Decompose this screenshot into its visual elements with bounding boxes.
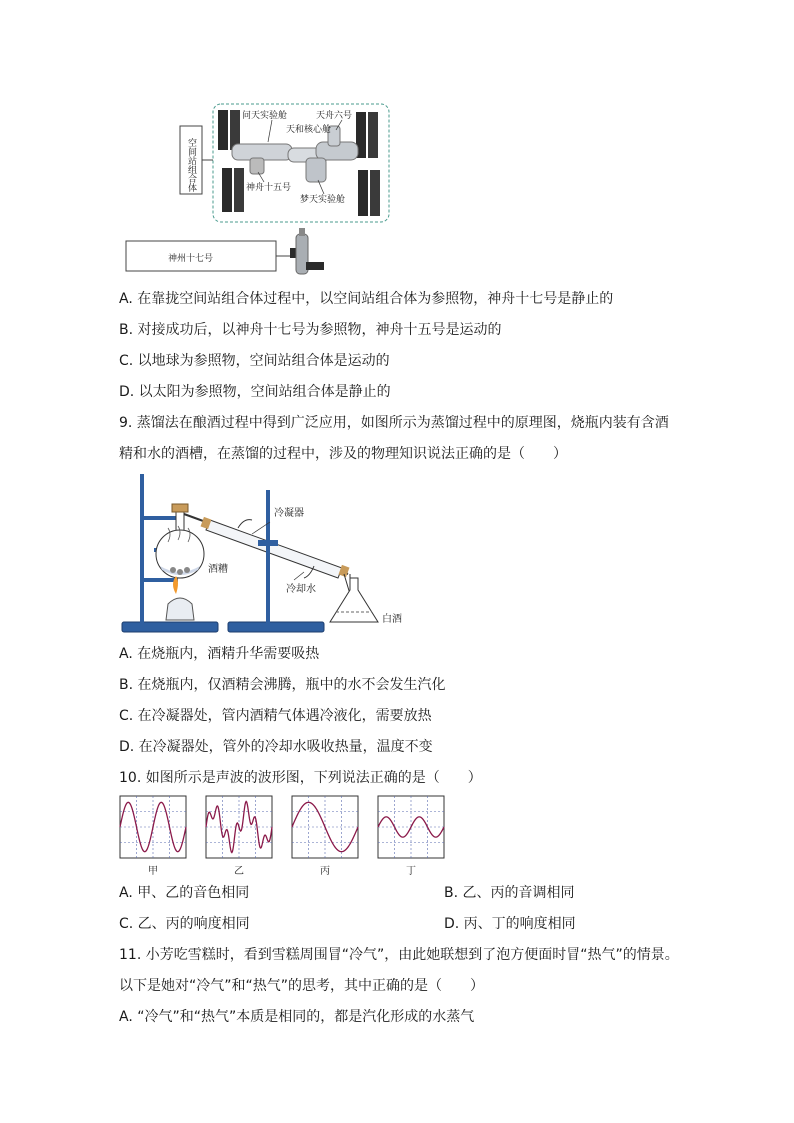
label-tianhe: 天和核心舱 bbox=[286, 125, 332, 135]
shenzhou17-craft bbox=[290, 228, 324, 274]
q11-stem-line2: 以下是她对“冷气”和“热气”的思考，其中正确的是（ ） bbox=[119, 978, 485, 994]
label-mengtian: 梦天实验舱 bbox=[300, 195, 346, 205]
q11-stem-line1: 11. 小芳吃雪糕时，看到雪糕周围冒“冷气”，由此她联想到了泡方便面时冒“热气”的情景。 bbox=[119, 947, 679, 963]
combined-label: 空间站组合体 bbox=[186, 138, 196, 192]
q8-option-d: D. 以太阳为参照物，空间站组合体是静止的 bbox=[119, 384, 391, 400]
label-sz17: 神州十七号 bbox=[168, 254, 214, 264]
q9-stem-line2: 精和水的酒槽，在蒸馏的过程中，涉及的物理知识说法正确的是（ ） bbox=[119, 446, 567, 462]
waveform-label: 丙 bbox=[320, 866, 330, 877]
q9-option-c: C. 在冷凝器处，管内酒精气体遇冷液化，需要放热 bbox=[119, 708, 432, 724]
label-wentian: 问天实验舱 bbox=[242, 111, 288, 121]
waveform-panel bbox=[378, 796, 444, 877]
waveform-label: 丁 bbox=[406, 866, 416, 877]
q10-option-d: D. 丙、丁的响度相同 bbox=[444, 916, 576, 932]
label-liquor: 白酒 bbox=[382, 614, 402, 625]
label-tianzhou: 天舟六号 bbox=[316, 111, 353, 121]
waveform-panel bbox=[120, 796, 186, 877]
waveform-label: 甲 bbox=[148, 866, 158, 877]
q9-stem-line1: 9. 蒸馏法在酿酒过程中得到广泛应用，如图所示为蒸馏过程中的原理图，烧瓶内装有含酒 bbox=[119, 415, 669, 431]
waveform-label: 乙 bbox=[234, 866, 244, 877]
q9-option-d: D. 在冷凝器处，管外的冷却水吸收热量，温度不变 bbox=[119, 739, 433, 755]
waveform-panel bbox=[206, 796, 272, 877]
q8-option-b: B. 对接成功后，以神舟十七号为参照物，神舟十五号是运动的 bbox=[119, 322, 502, 338]
label-sz15: 神舟十五号 bbox=[246, 183, 292, 193]
q10-stem: 10. 如图所示是声波的波形图，下列说法正确的是（ ） bbox=[119, 770, 482, 786]
label-condenser: 冷凝器 bbox=[274, 508, 304, 519]
q9-option-b: B. 在烧瓶内，仅酒精会沸腾，瓶中的水不会发生汽化 bbox=[119, 677, 446, 693]
q10-option-a: A. 甲、乙的音色相同 bbox=[119, 885, 250, 901]
waveform-panel bbox=[292, 796, 358, 877]
distillation-figure bbox=[118, 470, 418, 638]
q10-option-c: C. 乙、丙的响度相同 bbox=[119, 916, 250, 932]
alcohol-burner bbox=[166, 576, 194, 620]
label-coolwater: 冷却水 bbox=[286, 584, 316, 595]
label-mash: 酒糟 bbox=[208, 564, 228, 575]
waveform-figure bbox=[118, 794, 448, 878]
q8-option-c: C. 以地球为参照物，空间站组合体是运动的 bbox=[119, 353, 390, 369]
receiving-flask bbox=[330, 574, 378, 622]
q8-option-a: A. 在靠拢空间站组合体过程中，以空间站组合体为参照物，神舟十七号是静止的 bbox=[119, 291, 614, 307]
q11-option-a: A. “冷气”和“热气”本质是相同的，都是汽化形成的水蒸气 bbox=[119, 1009, 475, 1025]
q9-option-a: A. 在烧瓶内，酒精升华需要吸热 bbox=[119, 646, 320, 662]
q10-option-b: B. 乙、丙的音调相同 bbox=[444, 885, 575, 901]
flask bbox=[156, 504, 204, 578]
space-station-figure bbox=[120, 98, 420, 278]
